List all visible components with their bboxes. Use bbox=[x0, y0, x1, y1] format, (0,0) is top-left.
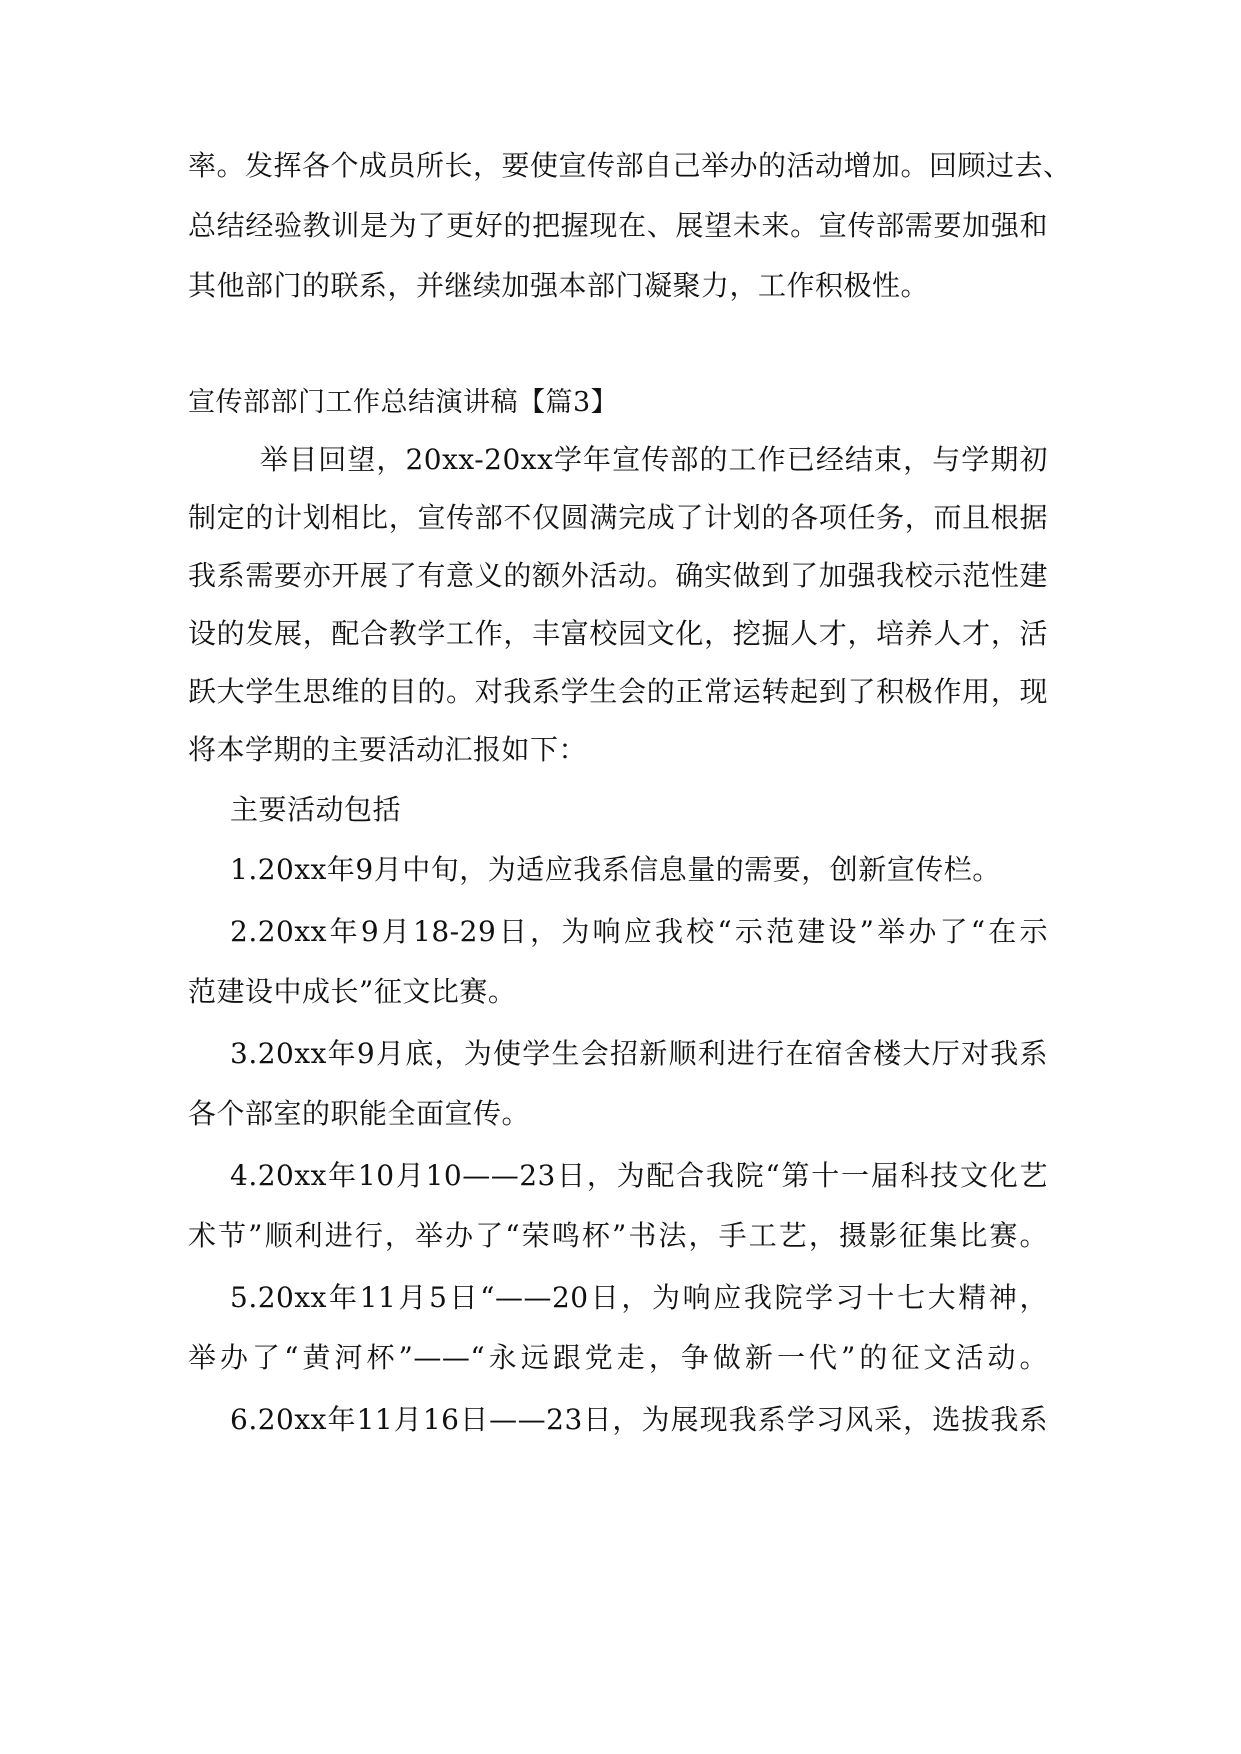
list-item-continuation: 范建设中成长”征文比赛。 bbox=[188, 975, 517, 1008]
list-item: 6.20xx年11月16日——23日，为展现我系学习风采，选拔我系 bbox=[230, 1403, 1048, 1436]
list-item-continuation: 各个部室的职能全面宣传。 bbox=[188, 1097, 531, 1130]
paragraph-line: 制定的计划相比，宣传部不仅圆满完成了计划的各项任务，而且根据 bbox=[188, 501, 1048, 534]
paragraph-line: 率。发挥各个成员所长，要使宣传部自己举办的活动增加。回顾过去、 bbox=[188, 149, 1072, 182]
paragraph-line: 将本学期的主要活动汇报如下： bbox=[188, 733, 588, 766]
list-item: 5.20xx年11月5日“——20日，为响应我院学习十七大精神， bbox=[230, 1281, 1048, 1314]
list-item: 2.20xx年9月18-29日，为响应我校“示范建设”举办了“在示 bbox=[230, 915, 1048, 948]
paragraph-line: 其他部门的联系，并继续加强本部门凝聚力，工作积极性。 bbox=[188, 269, 930, 302]
list-item-continuation: 术节”顺利进行，举办了“荣鸣杯”书法，手工艺，摄影征集比赛。 bbox=[188, 1219, 1048, 1252]
list-item: 1.20xx年9月中旬，为适应我系信息量的需要，创新宣传栏。 bbox=[230, 853, 1001, 886]
list-item: 4.20xx年10月10——23日，为配合我院“第十一届科技文化艺 bbox=[230, 1159, 1048, 1192]
section-heading: 宣传部部门工作总结演讲稿【篇3】 bbox=[188, 387, 619, 418]
paragraph-line: 总结经验教训是为了更好的把握现在、展望未来。宣传部需要加强和 bbox=[188, 209, 1048, 242]
paragraph-line: 设的发展，配合教学工作，丰富校园文化，挖掘人才，培养人才，活 bbox=[188, 617, 1048, 650]
list-heading: 主要活动包括 bbox=[230, 793, 402, 826]
list-item: 3.20xx年9月底，为使学生会招新顺利进行在宿舍楼大厅对我系 bbox=[230, 1037, 1048, 1070]
list-item-continuation: 举办了“黄河杯”——“永远跟党走，争做新一代”的征文活动。 bbox=[188, 1341, 1048, 1374]
paragraph-line: 跃大学生思维的目的。对我系学生会的正常运转起到了积极作用，现 bbox=[188, 675, 1048, 708]
paragraph-line: 我系需要亦开展了有意义的额外活动。确实做到了加强我校示范性建 bbox=[188, 559, 1048, 592]
paragraph-line: 举目回望，20xx-20xx学年宣传部的工作已经结束，与学期初 bbox=[260, 443, 1048, 476]
